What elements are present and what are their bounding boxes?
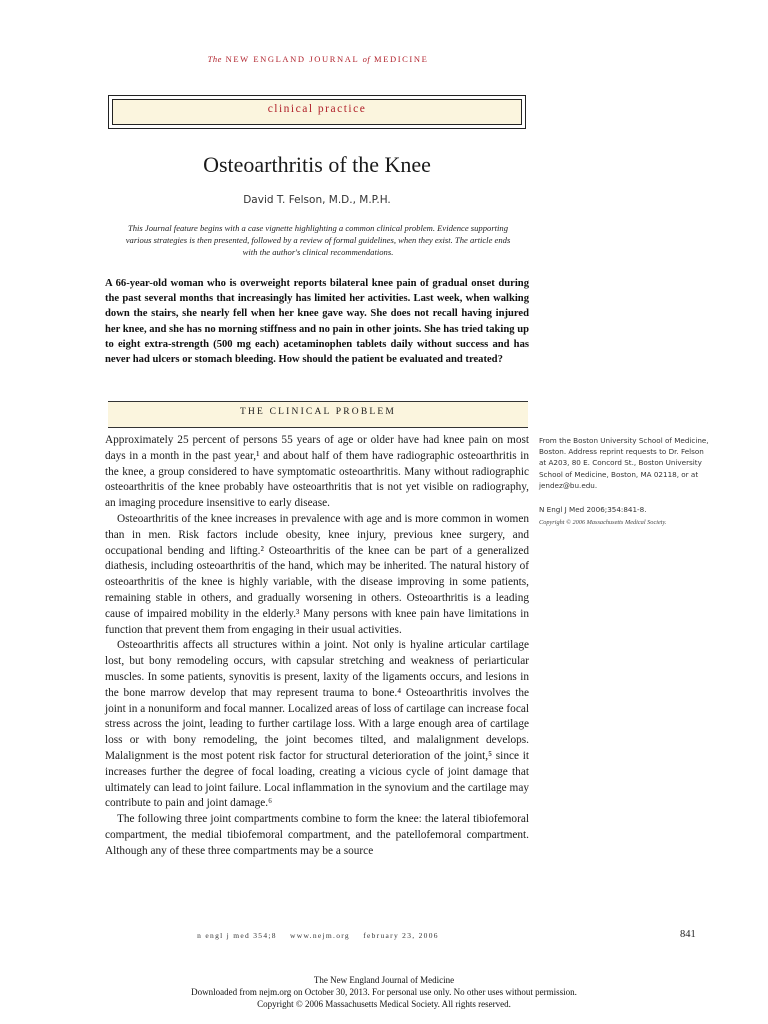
masthead-of: of (362, 54, 371, 64)
download-notice-journal: The New England Journal of Medicine (313, 975, 455, 985)
clinical-practice-banner-inner (112, 99, 522, 125)
download-notice (0, 975, 768, 1010)
footer-journal-ref: n engl j med 354;8 (197, 931, 277, 940)
feature-intro: This Journal feature begins with a case vignette highlighting a common clinical problem. Evidence supporting various strategies is then presented, followed by a review of formal guidelines, when they exist. The article ends with the author's clinical recommendations. (125, 223, 511, 257)
article-citation: N Engl J Med 2006;354:841-8. (539, 505, 647, 514)
body-paragraph: Approximately 25 percent of persons 55 years of age or older have had knee pain on most days in a month in the past year,¹ and about half of them have radiographic osteoarthritis in the knee, a group considered to have symptomatic osteoarthritis. Many without radiographic osteoarthritis of the knee probably have osteoarthritis that is not yet visible on radiography, an imaging procedure insensitive to early disease. (105, 434, 529, 510)
page-footer (0, 931, 636, 940)
body-paragraph: Osteoarthritis of the knee increases in prevalence with age and is more common in women than in men. Risk factors include obesity, knee injury, previous knee surgery, and occupational bending and lifting.² Osteoarthritis of the knee can be part of a generalized diathesis, including osteoarthritis of the hand, which may be inherited. The natural history of osteoarthritis of the knee is highly variable, with the disease improving in some patients, remaining stable in others, and gradually worsening in others. Osteoarthritis is a leading cause of impaired mobility in the elderly.³ Many persons with knee pain have limitations in function that prevent them from engaging in their usual activities. (105, 512, 529, 636)
page-number: 841 (680, 929, 696, 940)
section-label: clinical practice (267, 103, 367, 115)
body-paragraph: Osteoarthritis affects all structures within a joint. Not only is hyaline articular cartilage lost, but bony remodeling occurs, with capsular stretching and weakness of periarticular muscles. In some patients, synovitis is present, laxity of the ligaments occurs, and lesions in the bone marrow develop that may represent trauma to bone.⁴ Osteoarthritis involves the joint in a nonuniform and focal manner. Localized areas of loss of cartilage can increase focal stress across the joint, leading to further cartilage loss. With a large enough area of cartilage loss or with bony remodeling, the joint becomes tilted, and malalignment develops. Malalignment is the most potent risk factor for structural deterioration of the joint,⁵ since it increases further the degree of focal loading, creating a vicious cycle of joint damage that ultimately can lead to joint failure. Local inflammation in the synovium and the cartilage may contribute to pain and joint damage.⁶ (105, 639, 529, 810)
article-body (105, 433, 529, 860)
article-copyright: Copyright © 2006 Massachusetts Medical Society. (539, 519, 667, 526)
section-title: THE CLINICAL PROBLEM (239, 407, 397, 417)
download-notice-copyright: Copyright © 2006 Massachusetts Medical Society. All rights reserved. (257, 998, 511, 1009)
case-vignette: A 66-year-old woman who is overweight reports bilateral knee pain of gradual onset during the past several months that increasingly has limited her activities. Last week, when walking down the stairs, she nearly fell when her knee gave way. She does not recall having injured her knee, and she has no morning stiffness and no pain in other joints. She has tried taking up to eight extra-strength (500 mg each) acetaminophen tablets daily without success and has never had ulcers or stomach bleeding. How should the patient be evaluated and treated? (105, 278, 529, 366)
section-header-bar (108, 401, 528, 428)
masthead-name-part1: NEW ENGLAND JOURNAL (225, 54, 359, 64)
download-notice-downloaded: Downloaded from nejm.org on October 30, 2013. For personal use only. No other uses without permission. (191, 986, 577, 997)
footer-website: www.nejm.org (290, 931, 350, 940)
article-title: Osteoarthritis of the Knee (203, 152, 431, 177)
author-affiliation: From the Boston University School of Medicine, Boston. Address reprint requests to Dr. Felson at A203, 80 E. Concord St., Boston University School of Medicine, Boston, MA 02118, or at jendez@bu.edu. (539, 436, 709, 490)
body-paragraph: The following three joint compartments combine to form the knee: the lateral tibiofemoral compartment, the medial tibiofemoral compartment, and the patellofemoral compartment. Although any of these three compartments may be a source (105, 813, 529, 857)
article-author: David T. Felson, M.D., M.P.H. (243, 194, 391, 206)
masthead-prefix: The (207, 54, 222, 64)
clinical-practice-banner (108, 95, 526, 129)
masthead-name-part2: MEDICINE (374, 54, 429, 64)
footer-date: february 23, 2006 (363, 931, 439, 940)
journal-masthead (0, 54, 636, 64)
